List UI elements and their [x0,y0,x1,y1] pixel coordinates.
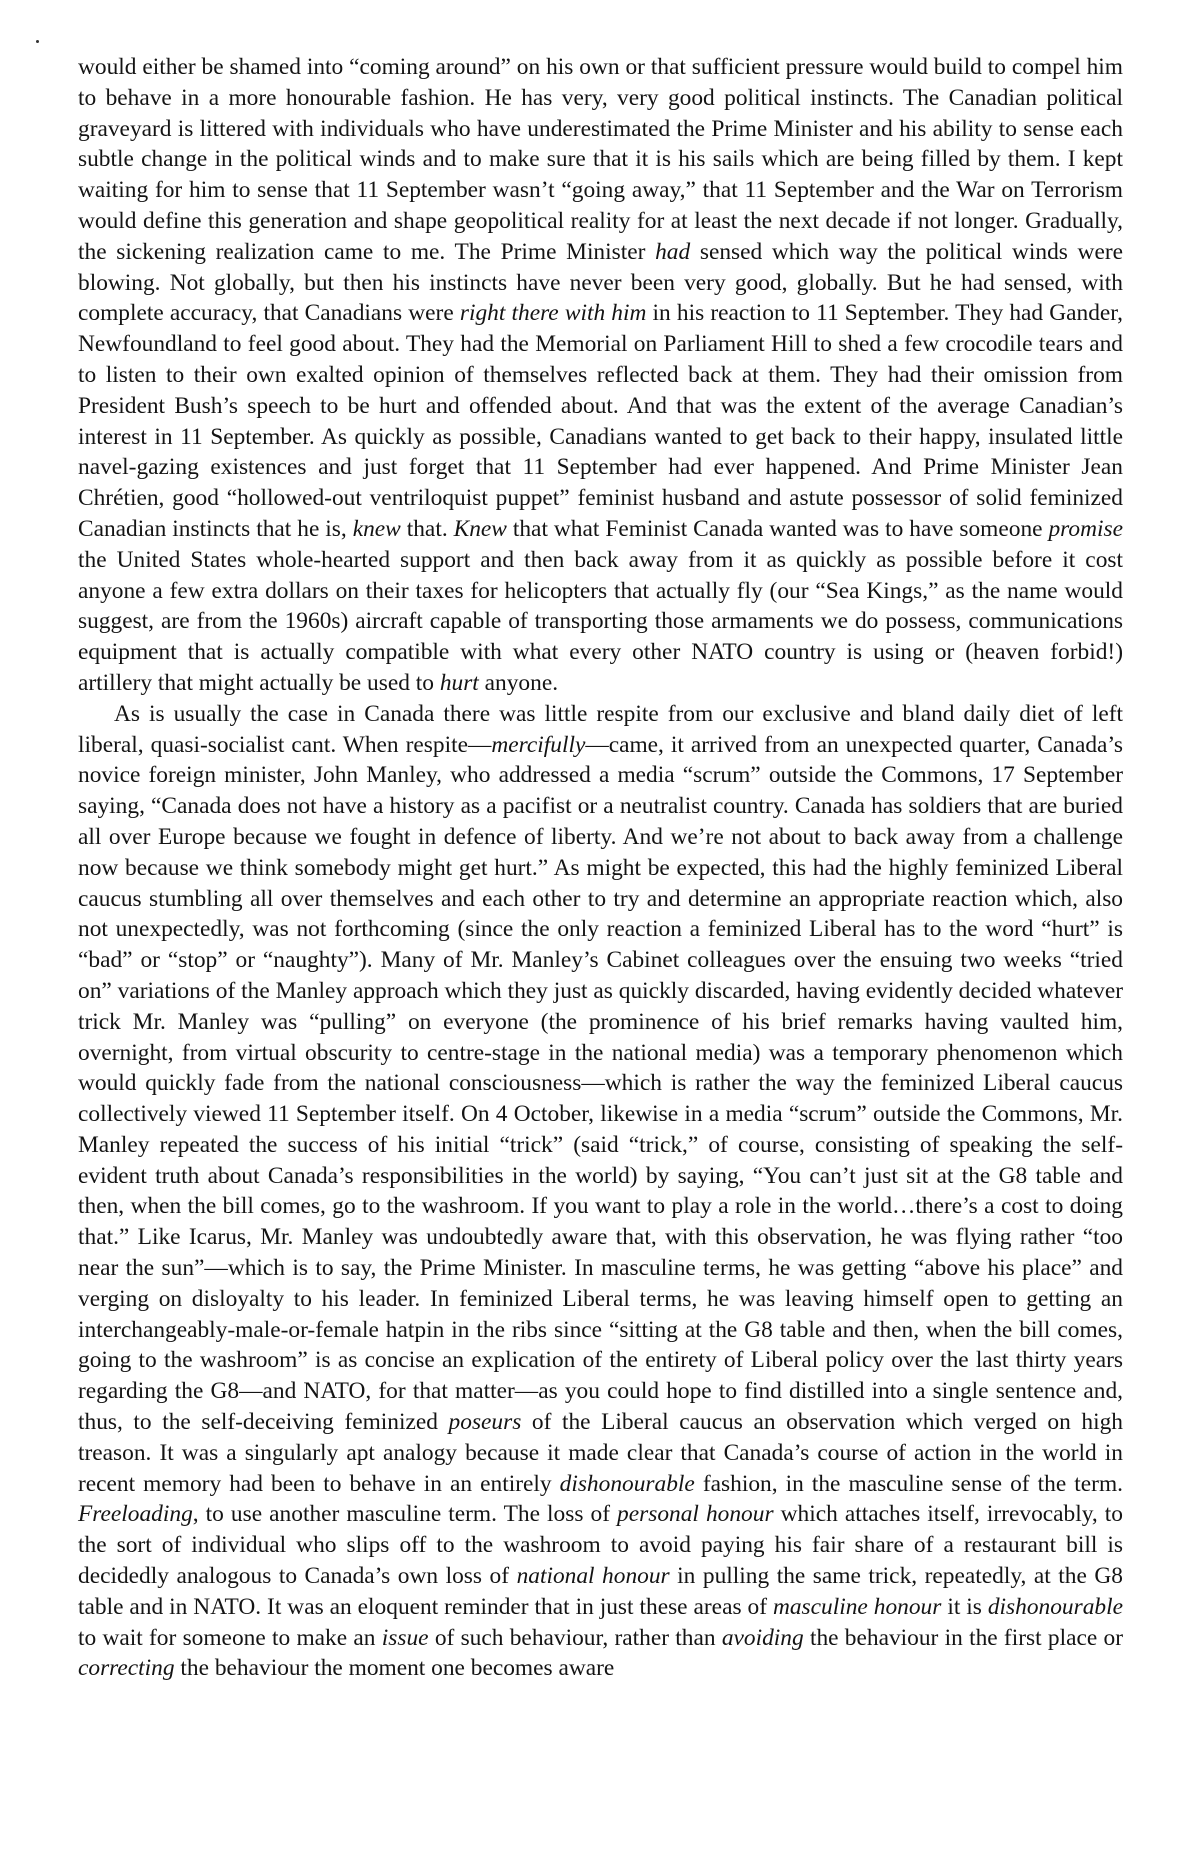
text-run: would either be shamed into “coming around” on his own or that sufficient pressure would build to compel him to behave in a more honourable fashion. He has very, very good political instincts. The Canadian political graveyard is littered with individuals who have underestimated the Prime Minister and his ability to sense each subtle change in the political winds and to make sure that it is his sails which are being filled by them. I kept waiting for him to sense that 11 September wasn’t “going away,” that 11 September and the War on Terrorism would define this generation and shape geopolitical reality for at least the next decade if not longer. Gradually, the sickening realization came to me. The Prime Minister [78,54,1123,265]
text-run: the behaviour in the first place or [803,1624,1123,1651]
text-run: in pulling the same trick, repeatedly, at the G8 table and in NATO. It was an eloquent reminder that in just these areas of [78,1563,1123,1620]
text-run: to wait for someone to make an [78,1624,382,1651]
italic-text: poseurs [448,1409,522,1436]
italic-text: masculine honour [772,1593,942,1620]
text-run: —came, it arrived from an unexpected quarter, Canada’s novice foreign minister, John Manley, who addressed a media “scrum” outside the Commons, 17 September saying, “Canada does not have a history as a pacifist or a neutralist country. Canada has soldiers that are buried all over Europe because we fought in defence of liberty. And we’re not about to back away from a challenge now because we think somebody might get hurt.” As might be expected, this had the highly feminized Liberal caucus stumbling all over themselves and each other to try and determine an appropriate reaction which, also not unexpectedly, was not forthcoming (since the only reaction a feminized Liberal has to the word “hurt” is “bad” or “stop” or “naughty”). Many of Mr. Manley’s Cabinet colleagues over the ensuing two weeks “tried on” variations of the Manley approach which they just as quickly discarded, having evidently decided whatever trick Mr. Manley was “pulling” on everyone (the prominence of his brief remarks having vaulted him, overnight, from virtual obscurity to centre-stage in the national media) was a temporary phenomenon which would quickly fade from the national consciousness—which is rather the way the feminized Liberal caucus collectively viewed 11 September itself. On 4 October, likewise in a media “scrum” outside the Commons, Mr. Manley repeated the success of his initial “trick” (said “trick,” of course, consisting of speaking the self-evident truth about Canada’s responsibilities in the world) by saying, “You can’t just sit at the G8 table and then, when the bill comes, go to the washroom. If you want to play a role in the world…there’s a cost to doing that.” Like Icarus, Mr. Manley was undoubtedly aware that, with this observation, he was flying rather “too near the sun”—which is to say, the Prime Minister. In masculine terms, he was getting “above his place” and verging on disloyalty to his leader. In feminized Liberal terms, he was leaving himself open to getting an interchangeably-male-or-female hatpin in the ribs since “sitting at the G8 table and then, when the bill comes, going to the washroom” is as concise an explication of the entirety of Liberal policy over the last thirty years regarding the G8—and NATO, for that matter—as you could hope to find distilled into a single sentence and, thus, to the self-deceiving feminized [78,731,1124,1436]
italic-text: Knew [453,515,507,542]
text-run: As is usually the case in Canada there was little respite from our exclusive and bland daily diet of left liberal, quasi-socialist cant. When respite— [78,700,1123,758]
text-run: anyone. [478,669,559,696]
italic-text: correcting [78,1655,175,1682]
italic-text: national honour [516,1563,670,1590]
paragraph-1 [78,52,1123,699]
italic-text: had [655,238,691,265]
text-run: the United States whole-hearted support and then back away from it as quickly as possible before it cost anyone a few extra dollars on their taxes for helicopters that actually fly (our “Sea Kings,” as the name would suggest, are from the 1960s) aircraft capable of transporting those armaments we do possess, communications equipment that is actually compatible with what every other NATO country is using or (heaven forbid!) artillery that might actually be used to [78,546,1123,696]
italic-text: mercifully [491,731,586,758]
text-run: in his reaction to 11 September. They had Gander, Newfoundland to feel good about. They had the Memorial on Parliament Hill to shed a few crocodile tears and to listen to their own exalted opinion of themselves reflected back at them. They had their omission from President Bush’s speech to be hurt and offended about. And that was the extent of the average Canadian’s interest in 11 September. As quickly as possible, Canadians wanted to get back to their happy, insulated little navel-gazing existences and just forget that 11 September had ever happened. And Prime Minister Jean Chrétien, good “hollowed-out ventriloquist puppet” feminist husband and astute possessor of solid feminized Canadian instincts that he is, [78,300,1123,542]
italic-text: avoiding [721,1624,804,1651]
text-run: which attaches itself, irrevocably, to the sort of individual who slips off to the washroom to avoid paying his fair share of a restaurant bill is decidedly analogous to Canada’s own loss of [78,1501,1123,1590]
italic-text: personal honour [617,1501,774,1528]
italic-text: dishonourable [987,1593,1123,1620]
paragraph-2 [78,699,1123,1685]
text-run: of such behaviour, rather than [428,1624,722,1651]
text-run: that what Feminist Canada wanted was to have someone [506,515,1049,542]
italic-text: hurt [439,669,479,696]
text-run: , to use another masculine term. The loss of [192,1501,618,1528]
text-run: fashion, in the masculine sense of the term. [694,1470,1123,1497]
text-run: sensed which way the political winds were blowing. Not globally, but then his instincts have never been very good, globally. But he had sensed, with complete accuracy, that Canadians were [78,238,1123,327]
text-run: it is [941,1593,988,1620]
italic-text: issue [381,1624,429,1651]
document-page [78,52,1123,1684]
italic-text: promise [1048,515,1123,542]
italic-text: knew [352,515,401,542]
italic-text: dishonourable [559,1470,695,1497]
italic-text: Freeloading [78,1501,193,1528]
italic-text: right there with him [459,300,647,327]
scan-speck [36,40,39,43]
text-run: of the Liberal caucus an observation which verged on high treason. It was a singularly apt analogy because it made clear that Canada’s course of action in the world in recent memory had been to behave in an entirely [78,1409,1123,1497]
text-run: that. [400,515,454,542]
text-run: the behaviour the moment one becomes aware [174,1655,615,1682]
